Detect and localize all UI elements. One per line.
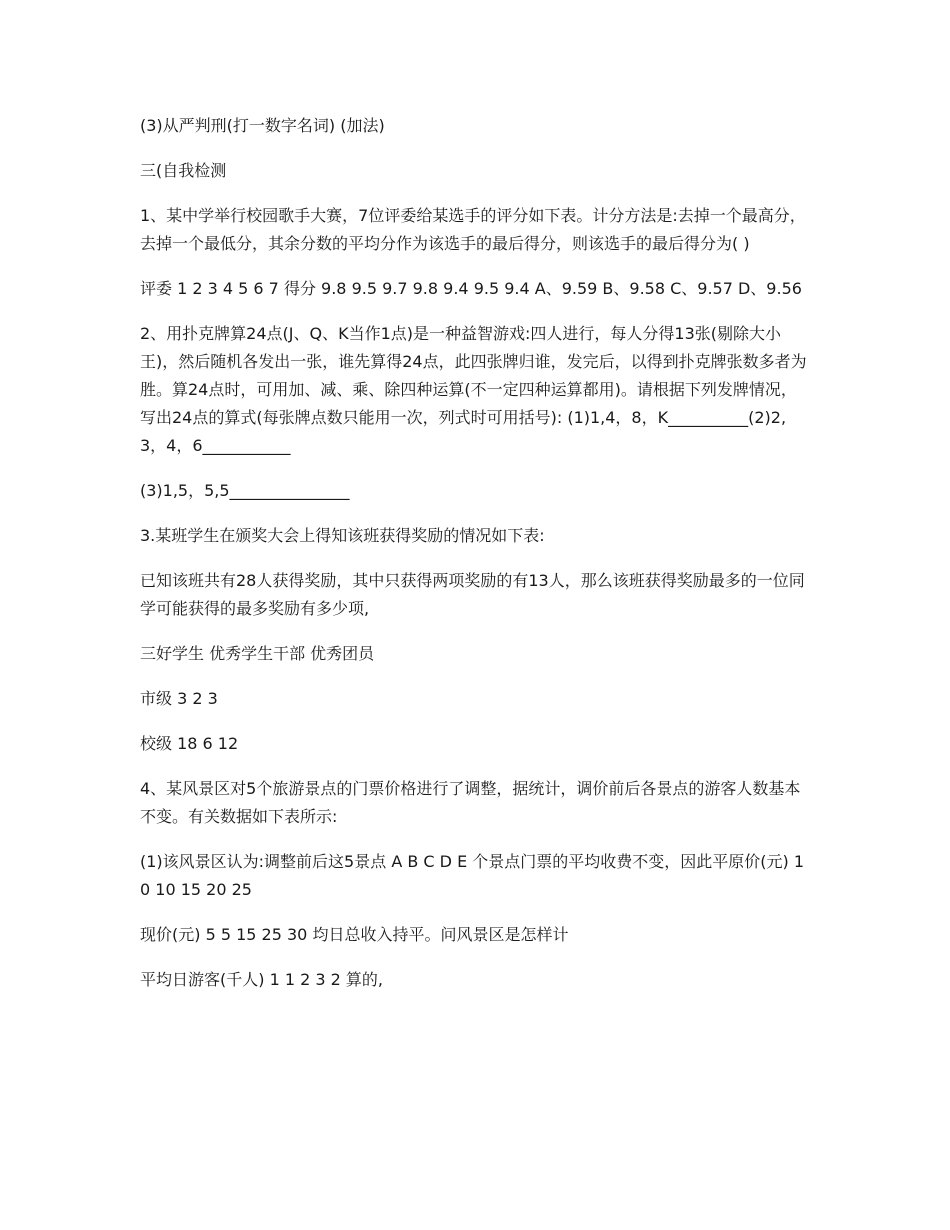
question-1-text: 1、某中学举行校园歌手大赛，7位评委给某选手的评分如下表。计分方法是:去掉一个最高分，去掉一个最低分，其余分数的平均分作为该选手的最后得分，则该选手的最后得分为( ) bbox=[140, 206, 806, 253]
question-2-text: 2、用扑克牌算24点(J、Q、K当作1点)是一种益智游戏:四人进行，每人分得13张(剔除大小王)，然后随机各发出一张，谁先算得24点，此四张牌归谁，发完后，以得到扑克牌张数多者为胜。算24点时，可用加、减、乘、除四种运算(不一定四种运算都用)。请根据下列发牌情况，写出24点的算式(每张牌点数只能用一次，列式时可用括号): (1)1,4，8，K__________(2)2,3，4，6___________ bbox=[140, 324, 807, 455]
paragraph-riddle: (3)从严判刑(打一数字名词) (加法) bbox=[140, 116, 385, 135]
question-4-daily-visitors: 平均日游客(千人) 1 1 2 3 2 算的, bbox=[140, 970, 383, 989]
award-table-row-school: 校级 18 6 12 bbox=[140, 734, 239, 753]
question-4-current-price: 现价(元) 5 5 15 25 30 均日总收入持平。问风景区是怎样计 bbox=[140, 925, 569, 944]
question-2-part-3: (3)1,5，5,5_______________ bbox=[140, 481, 350, 500]
award-table-header: 三好学生 优秀学生干部 优秀团员 bbox=[140, 644, 375, 663]
question-1-scores: 评委 1 2 3 4 5 6 7 得分 9.8 9.5 9.7 9.8 9.4 9.5 9.4 A、9.59 B、9.58 C、9.57 D、9.56 bbox=[140, 279, 802, 298]
award-table-row-city: 市级 3 2 3 bbox=[140, 689, 218, 708]
question-3-intro: 3.某班学生在颁奖大会上得知该班获得奖励的情况如下表: bbox=[140, 526, 545, 545]
document-page bbox=[140, 112, 812, 1011]
question-3-text: 已知该班共有28人获得奖励，其中只获得两项奖励的有13人，那么该班获得奖励最多的一位同学可能获得的最多奖励有多少项, bbox=[140, 571, 805, 618]
question-4-text: 4、某风景区对5个旅游景点的门票价格进行了调整，据统计，调价前后各景点的游客人数基本不变。有关数据如下表所示: bbox=[140, 779, 801, 826]
section-heading-self-check: 三(自我检测 bbox=[140, 161, 227, 180]
question-4-part-1: (1)该风景区认为:调整前后这5景点 A B C D E 个景点门票的平均收费不变，因此平原价(元) 10 10 15 20 25 bbox=[140, 852, 805, 899]
